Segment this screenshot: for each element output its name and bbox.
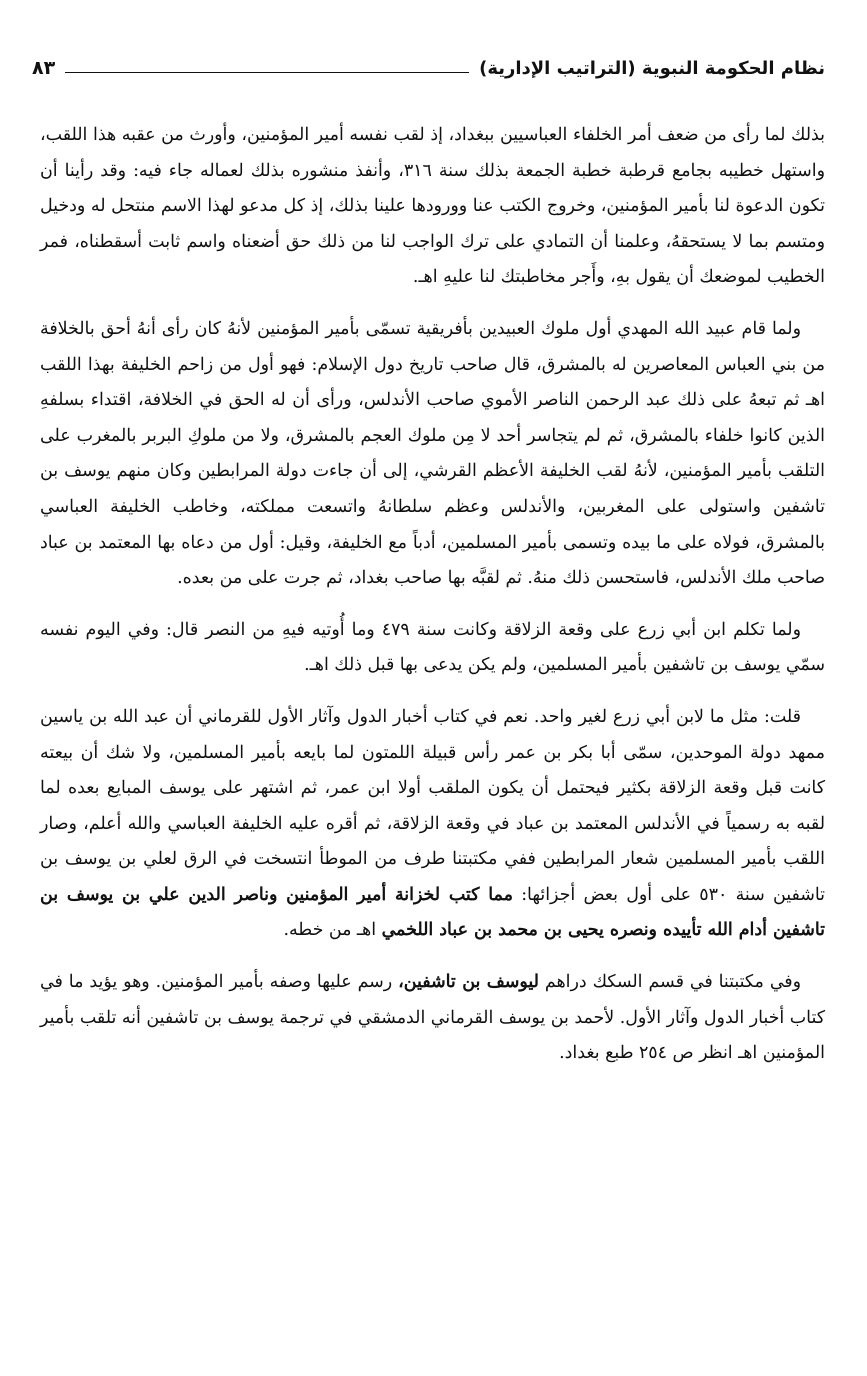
paragraph-4-bold-quote: مما كتب لخزانة أمير المؤمنين وناصر الدين علي بن يوسف بن تاشفين أدام الله تأييده ونصره يحيى بن محمد بن عباد اللخمي <box>40 884 825 941</box>
paragraph-1: بذلك لما رأى من ضعف أمر الخلفاء العباسيين ببغداد، إذ لقب نفسه أمير المؤمنين، وأورث من عقبه هذا اللقب، واستهل خطيبه بجامع قرطبة خطبة الجمعة بذلك سنة ٣١٦، وأنفذ منشوره بذلك لعماله جاء فيه: وقد رأينا أن تكون الدعوة لنا بأمير المؤمنين، وخروج الكتب عنا وورودها علينا بذلك، إذ كل مدعو لهذا الاسم منتحل له ودخيل ومتسم بما لا يستحقهُ، وعلمنا أن التمادي على ترك الواجب لنا من ذلك حق أضعناه واسم ثابت أسقطناه، فمر الخطيب لموضعك أن يقول بهِ، وأَجر مخاطبتك لنا عليهِ اهـ. <box>40 125 825 288</box>
running-header <box>32 48 825 78</box>
paragraph-4-text: قلت: مثل ما لابن أبي زرع لغير واحد. نعم في كتاب أخبار الدول وآثار الأول للقرماني أن عبد الله بن ياسين ممهد دولة الموحدين، سمّى أبا بكر بن عمر رأس قبيلة اللمتون لما بايعه بأمير المسلمين، ولا شك أن بيعته كانت قبل وقعة الزلاقة بكثير فيحتمل أن يكون الملقب أولا ابن عمر، ثم اشتهر على يوسف المبايع بعده لما لقبه به رسمياً في الأندلس المعتمد بن عباد في وقعة الزلاقة، ثم أقره عليه الخليفة العباسي والله أعلم، وصار اللقب بأمير المسلمين شعار المرابطين ففي مكتبتنا طرف من الموطأ انتسخت في الرق لعلي بن يوسف بن تاشفين سنة ٥٣٠ على أول بعض أجزائها: <box>40 706 825 905</box>
page-number: ٨٣ <box>32 57 56 79</box>
paragraph-4 <box>40 700 825 949</box>
paragraph-5 <box>40 965 825 1072</box>
page-body <box>40 118 825 1088</box>
paragraph-3: ولما تكلم ابن أبي زرع على وقعة الزلاقة وكانت سنة ٤٧٩ وما أُوتيه فيهِ من النصر قال: وفي اليوم نفسه سمّي يوسف بن تاشفين بأمير المسلمين، ولم يكن يدعى بها قبل ذلك اهـ. <box>40 619 825 676</box>
paragraph-5-text: وفي مكتبتنا في قسم السكك دراهم <box>544 972 802 993</box>
running-title: نظام الحكومة النبوية (التراتيب الإدارية) <box>479 58 825 79</box>
paragraph-2: ولما قام عبيد الله المهدي أول ملوك العبيدين بأفريقية تسمّى بأمير المؤمنين لأنهُ كان رأى أنهُ أحق بالخلافة من بني العباس المعاصرين له بالمشرق، قال صاحب تاريخ دول الإسلام: فهو أول من زاحم الخليفة بهذا اللقب اهـ ثم تبعهُ على ذلك عبد الرحمن الناصر الأموي صاحب الأندلس، ورأى أن له الحق في الخلافة، اقتداء بسلفهِ الذين كانوا خلفاء بالمشرق، ثم لم يتجاسر أحد لا مِن ملوك العجم بالمشرق، ولا من ملوكِ البربر بالمغرب على التلقب بأمير المؤمنين، لأنهُ لقب الخليفة الأعظم القرشي، إلى أن جاءت دولة المرابطين وكان منهم يوسف بن تاشفين واستولى على المغربين، والأندلس وعظم سلطانهُ واتسعت مملكته، وخاطب الخليفة العباسي بالمشرق، فولاه على ما بيده وتسمى بأمير المسلمين، أدباً مع الخليفة، وقيل: أول من دعاه بها المعتمد بن عباد صاحب ملك الأندلس، فاستحسن ذلك منهُ. ثم لقبَّه بها صاحب بغداد، ثم جرت على من بعده. <box>40 318 825 589</box>
paragraph-5-bold-name: ليوسف بن تاشفين، <box>398 972 539 993</box>
header-rule <box>65 72 469 73</box>
paragraph-4-tail: اهـ من خطه. <box>283 920 377 941</box>
paragraph-5-tail: رسم عليها وصفه بأمير المؤمنين. وهو يؤيد ما في كتاب أخبار الدول وآثار الأول. لأحمد بن يوسف القرماني الدمشقي في ترجمة يوسف بن تاشفين أنه تلقب بأمير المؤمنين اهـ انظر ص ٢٥٤ طبع بغداد. <box>40 972 825 1064</box>
